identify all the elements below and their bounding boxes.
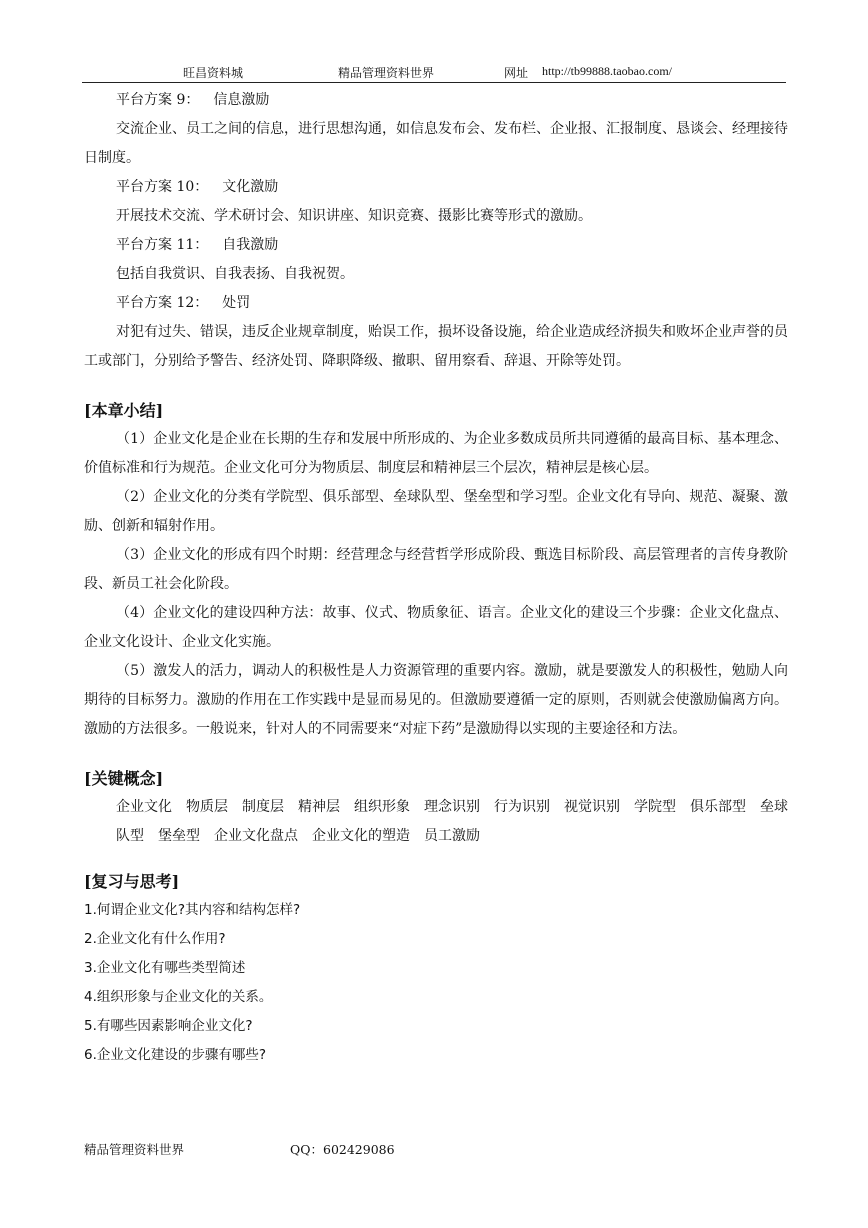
header-url-label: 网址 [504,66,529,80]
review-question: 6.企业文化建设的步骤有哪些? [84,1047,267,1063]
concept-term: 视觉识别 [564,799,620,815]
review-question: 1.何谓企业文化?其内容和结构怎样? [84,902,301,918]
page-header [82,62,786,83]
concept-term: 员工激励 [424,828,480,844]
platform-name: 信息激励 [213,92,270,108]
concept-term: 制度层 [242,799,284,815]
concepts-section-title: [关键概念] [84,769,164,788]
concept-term: 垒球队型 [116,799,788,844]
concept-term: 组织形象 [354,799,410,815]
footer-site-name: 精品管理资料世界 [84,1142,185,1157]
concept-term: 企业文化盘点 [214,828,298,844]
platform-description: 交流企业、员工之间的信息，进行思想沟通，如信息发布会、发布栏、企业报、汇报制度、恳谈会、经理接待日制度。 [84,121,788,166]
platform-name: 文化激励 [222,179,279,195]
review-question: 4.组织形象与企业文化的关系。 [84,989,273,1005]
concept-term: 理念识别 [424,799,480,815]
platform-name: 处罚 [222,295,251,311]
summary-item: （2）企业文化的分类有学院型、俱乐部型、垒球队型、堡垒型和学习型。企业文化有导向、规范、凝聚、激励、创新和辐射作用。 [84,489,788,534]
platform-description: 开展技术交流、学术研讨会、知识讲座、知识竞赛、摄影比赛等形式的激励。 [116,208,592,224]
concept-term: 堡垒型 [158,828,200,844]
header-site-name: 精品管理资料世界 [338,66,435,80]
header-shop-name: 旺昌资料城 [183,66,244,80]
platform-description: 对犯有过失、错误，违反企业规章制度，贻误工作，损坏设备设施，给企业造成经济损失和败坏企业声誉的员工或部门，分别给予警告、经济处罚、降职降级、撤职、留用察看、辞退、开除等处罚。 [84,324,788,369]
page-footer [84,1140,395,1158]
summary-item: （1）企业文化是企业在长期的生存和发展中所形成的、为企业多数成员所共同遵循的最高目标、基本理念、价值标准和行为规范。企业文化可分为物质层、制度层和精神层三个层次，精神层是核心层。 [84,431,788,476]
concept-term: 企业文化 [116,799,172,815]
review-question: 3.企业文化有哪些类型简述 [84,960,246,976]
summary-section-title: [本章小结] [84,401,164,420]
summary-item: （4）企业文化的建设四种方法：故事、仪式、物质象征、语言。企业文化的建设三个步骤：企业文化盘点、企业文化设计、企业文化实施。 [84,605,788,650]
platform-heading: 平台方案 12： 处罚 [116,295,251,311]
platform-heading: 平台方案 10： 文化激励 [116,179,279,195]
platform-description: 包括自我赏识、自我表扬、自我祝贺。 [116,266,354,282]
concept-term: 物质层 [186,799,228,815]
platform-heading: 平台方案 11： 自我激励 [116,237,279,253]
platform-heading: 平台方案 9： 信息激励 [116,92,270,108]
review-section-title: [复习与思考] [84,872,180,891]
review-question: 2.企业文化有什么作用? [84,931,226,947]
review-question: 5.有哪些因素影响企业文化? [84,1018,253,1034]
summary-item: （5）激发人的活力，调动人的积极性是人力资源管理的重要内容。激励，就是要激发人的积极性，勉励人向期待的目标努力。激励的作用在工作实践中是显而易见的。但激励要遵循一定的原则，否则就会使激励偏离方向。激励的方法很多。一般说来，针对人的不同需要来“对症下药”是激励得以实现的主要途径和方法。 [84,663,788,737]
header-url-link[interactable]: http://tb99888.taobao.com/ [542,64,672,78]
document-body [84,86,788,1070]
platform-name: 自我激励 [222,237,279,253]
concept-term: 学院型 [634,799,676,815]
summary-item: （3）企业文化的形成有四个时期：经营理念与经营哲学形成阶段、甄选目标阶段、高层管理者的言传身教阶段、新员工社会化阶段。 [84,547,788,592]
concept-term: 精神层 [298,799,340,815]
concept-term: 企业文化的塑造 [312,828,410,844]
concept-term: 行为识别 [494,799,550,815]
footer-qq: QQ：602429086 [290,1142,395,1157]
concept-term: 俱乐部型 [690,799,746,815]
concept-list [84,793,788,851]
